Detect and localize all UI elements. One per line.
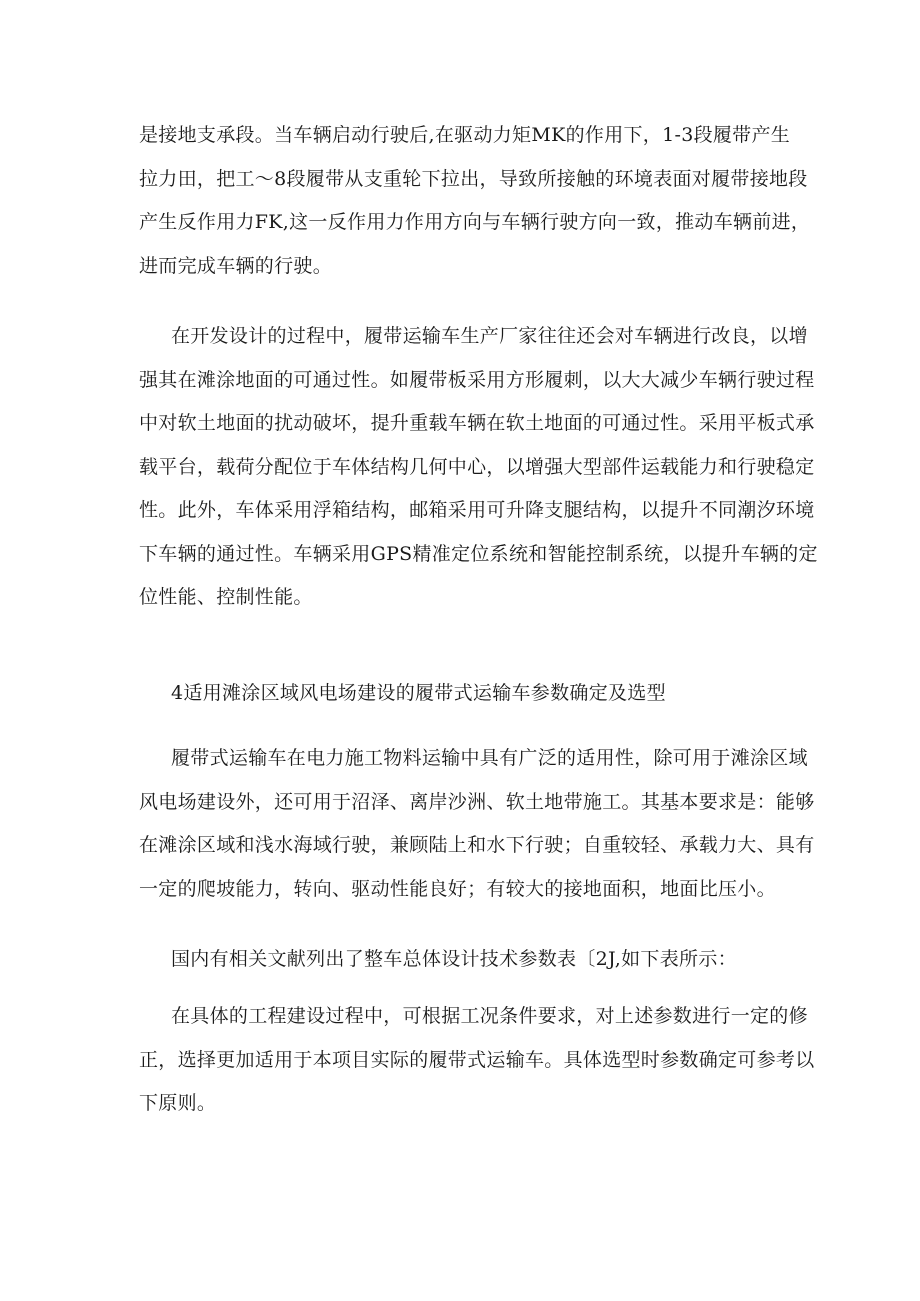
text-line: 产生反作用力FK,这一反作用力作用方向与车辆行驶方向一致，推动车辆前进， [139,211,811,233]
text-line: 履带式运输车在电力施工物料运输中具有广泛的适用性，除可用于滩涂区域 [171,747,808,769]
paragraph-track-mechanics [139,114,811,288]
text-line: 在开发设计的过程中，履带运输车生产厂家往往还会对车辆进行改良，以增 [171,325,808,347]
text-line: 下车辆的通过性。车辆采用GPS精准定位系统和智能控制系统，以提升车辆的定 [139,542,818,565]
text-line: 性。此外，车体采用浮箱结构，邮箱采用可升降支腿结构，以提升不同潮汐环境 [139,499,815,521]
text-line: 是接地支承段。当车辆启动行驶后,在驱动力矩MK的作用下，1-3段履带产生 [139,124,791,146]
text-line: 一定的爬坡能力，转向、驱动性能良好；有较大的接地面积，地面比压小。 [139,877,776,900]
paragraph-selection-principles [139,995,815,1126]
text-line: 正，选择更加适用于本项目实际的履带式运输车。具体选型时参数确定可参考以 [139,1048,815,1071]
text-line: 强其在滩涂地面的可通过性。如履带板采用方形履刺，以大大减少车辆行驶过程 [139,368,815,391]
text-line: 在滩涂区域和浅水海域行驶，兼顾陆上和水下行驶；自重较轻、承载力大、具有 [139,834,815,856]
text-line: 风电场建设外，还可用于沼泽、离岸沙洲、软土地带施工。其基本要求是：能够 [139,790,815,813]
paragraph-basic-requirements [139,737,815,911]
text-line: 中对软土地面的扰动破坏，提升重载车辆在软土地面的可通过性。采用平板式承 [139,412,815,434]
paragraph-vehicle-improvement [139,315,818,620]
section-heading: 4适用滩涂区域风电场建设的履带式运输车参数确定及选型 [171,682,666,704]
text-line: 载平台，载荷分配位于车体结构几何中心，以增强大型部件运载能力和行驶稳定 [139,455,815,478]
text-line: 位性能、控制性能。 [139,586,313,608]
text-line: 下原则。 [139,1092,217,1114]
text-line: 在具体的工程建设过程中，可根据工况条件要求，对上述参数进行一定的修 [171,1005,808,1027]
paragraph-parameter-table-reference [139,938,795,982]
text-line: 进而完成车辆的行驶。 [139,254,333,277]
text-line: 拉力田，把工～8段履带从支重轮下拉出，导致所接触的环境表面对履带接地段 [139,167,808,190]
text-line: 国内有相关文献列出了整车总体设计技术参数表〔2J,如下表所示： [171,948,737,970]
